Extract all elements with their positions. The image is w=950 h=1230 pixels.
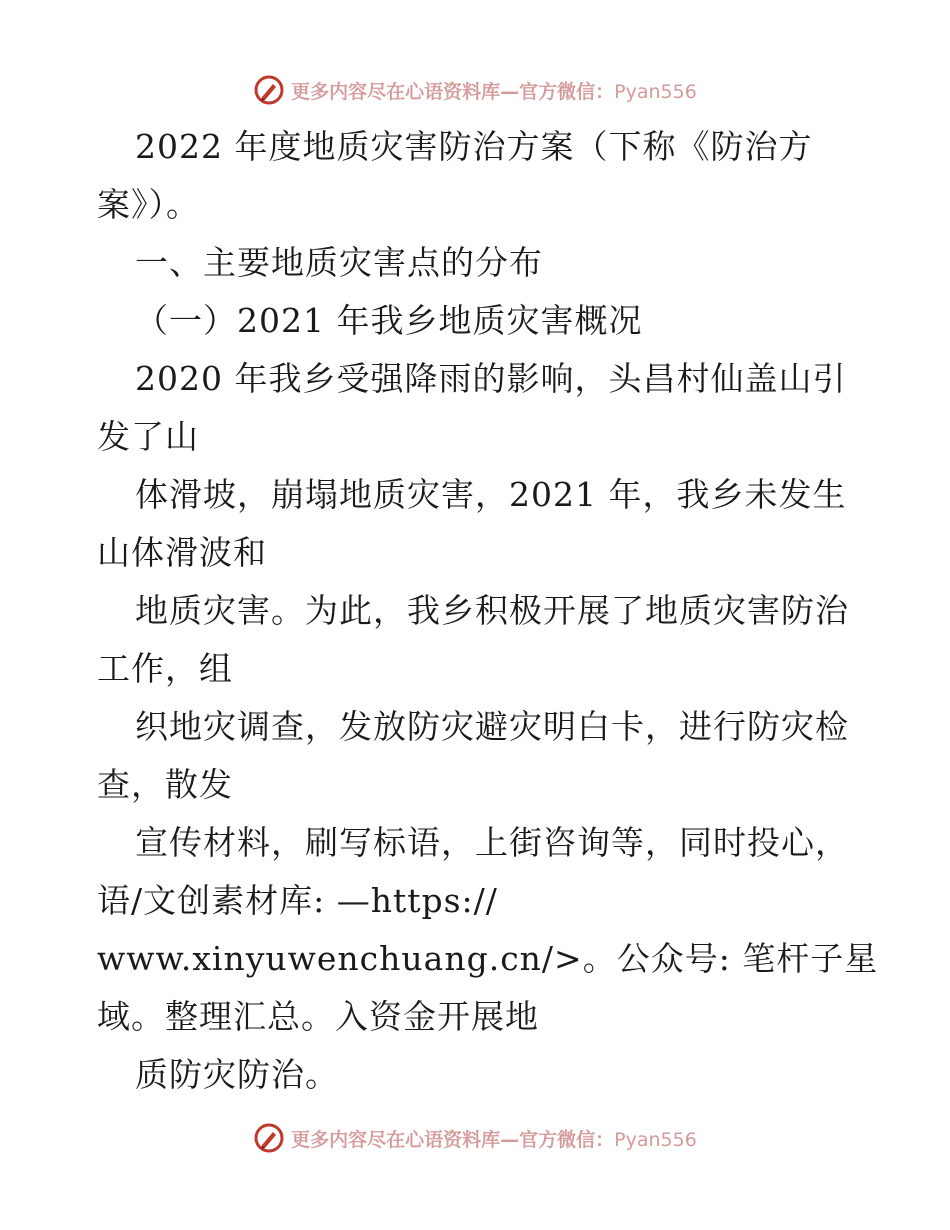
subsection-heading: （一）2021 年我乡地质灾害概况 [135,301,643,340]
paragraph-line: www.xinyuwenchuang.cn/>。公众号: 笔杆子星 [97,939,879,978]
banner-text: 更多内容尽在心语资料库—官方微信：Pyan556 [291,1128,697,1151]
paragraph-line: 山体滑波和 [97,533,267,572]
paragraph-line: 语/文创素材库: —https:// [97,881,498,920]
section-heading: 一、主要地质灾害点的分布 [135,243,543,282]
pen-logo-icon [253,74,285,106]
document-body [97,118,879,1104]
paragraph-line: 地质灾害。为此，我乡积极开展了地质灾害防治 [135,591,849,630]
header-banner [0,70,950,110]
paragraph-line: 发了山 [97,417,199,456]
paragraph-line: 工作，组 [97,649,233,688]
pen-logo-icon [253,1122,285,1154]
footer-banner [0,1118,950,1158]
paragraph-line: 织地灾调查，发放防灾避灾明白卡，进行防灾检 [135,707,849,746]
paragraph-line: 2020 年我乡受强降雨的影响，头昌村仙盖山引 [135,359,847,398]
paragraph-line: 质防灾防治。 [135,1055,339,1094]
paragraph-line: 域。整理汇总。入资金开展地 [97,997,539,1036]
paragraph-line: 查，散发 [97,765,233,804]
paragraph-line: 2022 年度地质灾害防治方案（下称《防治方 [135,127,813,166]
paragraph-line: 案》）。 [97,185,200,224]
banner-text: 更多内容尽在心语资料库—官方微信：Pyan556 [291,80,697,103]
paragraph-line: 体滑坡，崩塌地质灾害，2021 年，我乡未发生 [135,475,847,514]
paragraph-line: 宣传材料，刷写标语，上街咨询等，同时投心， [135,823,849,862]
